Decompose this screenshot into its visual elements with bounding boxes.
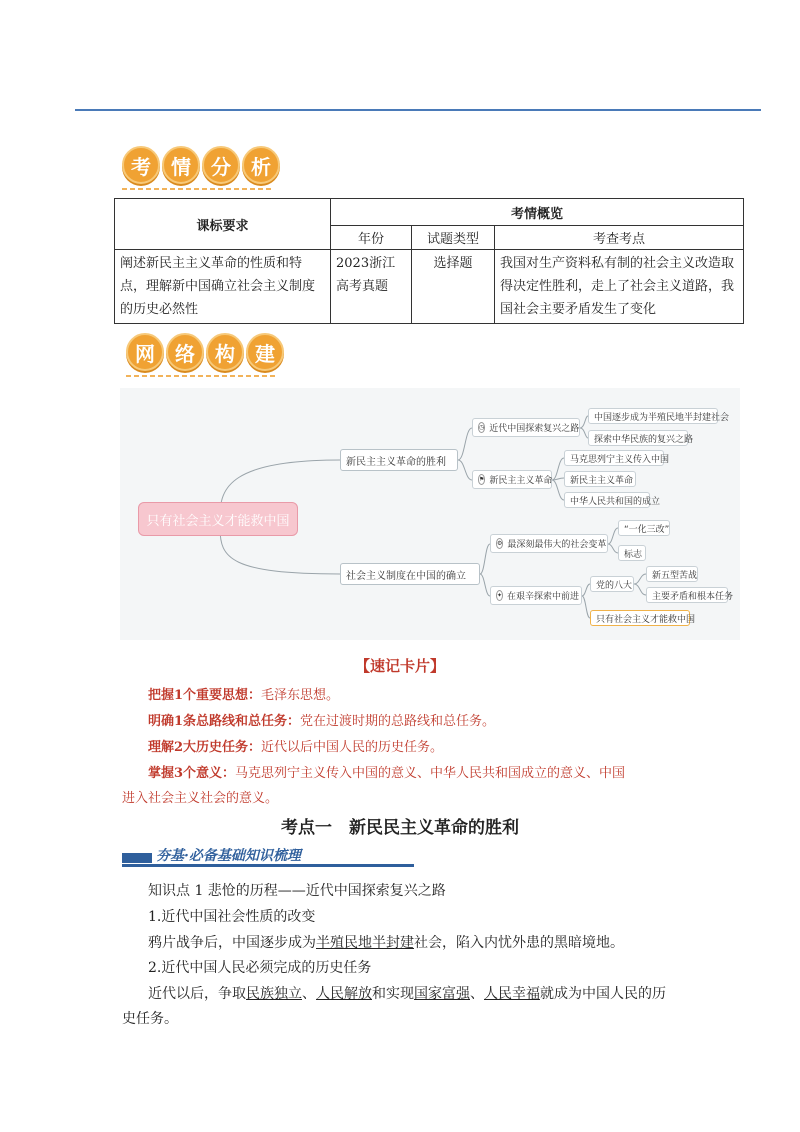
node-revival-path — [472, 418, 580, 437]
subheading-1: 1.近代中国社会性质的改变 — [148, 909, 316, 925]
card-line-2 — [148, 710, 495, 729]
banner-char: 建 — [246, 333, 284, 371]
card-line-4 — [148, 762, 625, 781]
paragraph-2 — [148, 983, 666, 1003]
node-marxism: 马克思列宁主义传入中国 — [564, 450, 664, 466]
card-title: 【速记卡片】 — [354, 657, 445, 675]
bar-underline — [122, 864, 414, 867]
text: 就成为中国人民的历 — [540, 986, 666, 1002]
section-banner-network — [126, 333, 284, 371]
blank-answer: 半殖民地半封建 — [316, 935, 414, 951]
card-label: 理解2大历史任务： — [148, 740, 262, 755]
exam-overview-table — [114, 198, 744, 324]
node-new-democratic — [472, 470, 552, 489]
card-label: 掌握3个意义： — [148, 766, 236, 781]
history-icon: ◷ — [479, 424, 485, 431]
node-only-socialism: 只有社会主义才能救中国 — [590, 610, 690, 626]
banner-char: 情 — [162, 146, 200, 184]
header-requirement: 课标要求 — [115, 199, 331, 250]
cell-type: 选择题 — [412, 250, 495, 324]
node-semi-colonial: 中国逐步成为半殖民地半封建社会 — [588, 408, 718, 424]
card-line-1 — [148, 684, 339, 703]
cell-point: 我国对生产资料私有制的社会主义改造取得决定性胜利，走上了社会主义道路，我国社会主要矛盾发生了变化 — [495, 250, 744, 324]
node-revival-explore: 探索中华民族的复兴之路 — [588, 430, 688, 446]
text: 、 — [302, 986, 316, 1002]
bar-title: 夯基·必备基础知识梳理 — [156, 848, 301, 864]
exam-point-heading: 考点一 新民民主义革命的胜利 — [281, 818, 519, 838]
node-label: 在艰辛探索中前进 — [507, 592, 580, 602]
blank-answer: 民族独立 — [246, 986, 302, 1002]
node-exploration — [490, 586, 582, 605]
blank-answer: 人民幸福 — [484, 986, 540, 1002]
header-rule — [75, 109, 761, 111]
card-line-4-cont — [122, 787, 278, 806]
card-text: 进入社会主义社会的意义。 — [122, 791, 279, 806]
node-main-contradiction: 主要矛盾和根本任务 — [646, 587, 728, 603]
banner-char: 构 — [206, 333, 244, 371]
subheader-type: 试题类型 — [412, 226, 495, 250]
subheading-2: 2.近代中国人民必须完成的历史任务 — [148, 960, 372, 976]
card-line-3 — [148, 736, 443, 755]
subheader-point: 考查考点 — [495, 226, 744, 250]
subheader-year: 年份 — [331, 226, 412, 250]
node-social-change — [490, 534, 608, 553]
cell-requirement: 阐述新民主主义革命的性质和特点，理解新中国确立社会主义制度的历史必然性 — [115, 250, 331, 324]
node-prc-founding: 中华人民共和国的成立 — [564, 492, 650, 508]
node-label: 近代中国探索复兴之路 — [489, 424, 580, 434]
banner-underline — [126, 375, 276, 377]
branch-socialism: 社会主义制度在中国的确立 — [340, 563, 480, 585]
mind-map — [120, 388, 740, 640]
text: 鸦片战争后，中国逐步成为 — [148, 935, 316, 951]
header-overview: 考情概览 — [331, 199, 744, 226]
node-struggle: 新五型苦战 — [646, 566, 698, 582]
card-text: 党在过渡时期的总路线和总任务。 — [300, 714, 496, 729]
node-eighth-congress: 党的八大 — [590, 576, 634, 592]
banner-char: 分 — [202, 146, 240, 184]
node-label: 最深刻最伟大的社会变革 — [507, 540, 607, 550]
banner-char: 考 — [122, 146, 160, 184]
node-sign: 标志 — [618, 545, 646, 561]
gear-icon: ⚙ — [497, 540, 503, 547]
flag-icon: ⚑ — [479, 476, 485, 483]
mind-map-root: 只有社会主义才能救中国 — [138, 502, 298, 536]
bar-stripe — [122, 853, 152, 863]
text: 近代以后，争取 — [148, 986, 246, 1002]
card-text: 近代以后中国人民的历史任务。 — [261, 740, 444, 755]
cell-year: 2023浙江高考真题 — [331, 250, 412, 324]
banner-char: 络 — [166, 333, 204, 371]
blank-answer: 人民解放 — [316, 986, 372, 1002]
knowledge-point-title: 知识点 1 悲怆的历程——近代中国探索复兴之路 — [148, 883, 446, 899]
text: 、 — [470, 986, 484, 1002]
node-one-three: “一化三改” — [618, 520, 670, 536]
banner-underline — [122, 188, 272, 190]
text: 社会，陷入内忧外患的黑暗境地。 — [414, 935, 624, 951]
blank-answer: 国家富强 — [414, 986, 470, 1002]
paragraph-1 — [148, 932, 624, 952]
node-revolution: 新民主主义革命 — [564, 471, 636, 487]
banner-char: 网 — [126, 333, 164, 371]
section-bar — [122, 845, 414, 867]
node-label: 新民主主义革命 — [489, 476, 553, 486]
card-text: 毛泽东思想。 — [261, 688, 340, 703]
branch-revolution: 新民主主义革命的胜利 — [340, 449, 458, 471]
card-label: 明确1条总路线和总任务： — [148, 714, 301, 729]
compass-icon: ✦ — [497, 592, 503, 599]
banner-char: 析 — [242, 146, 280, 184]
card-label: 把握1个重要思想： — [148, 688, 262, 703]
section-banner-analysis — [122, 146, 280, 184]
paragraph-2-cont: 史任务。 — [122, 1011, 178, 1027]
card-text: 马克思列宁主义传入中国的意义、中华人民共和国成立的意义、中国 — [235, 766, 626, 781]
text: 和实现 — [372, 986, 414, 1002]
